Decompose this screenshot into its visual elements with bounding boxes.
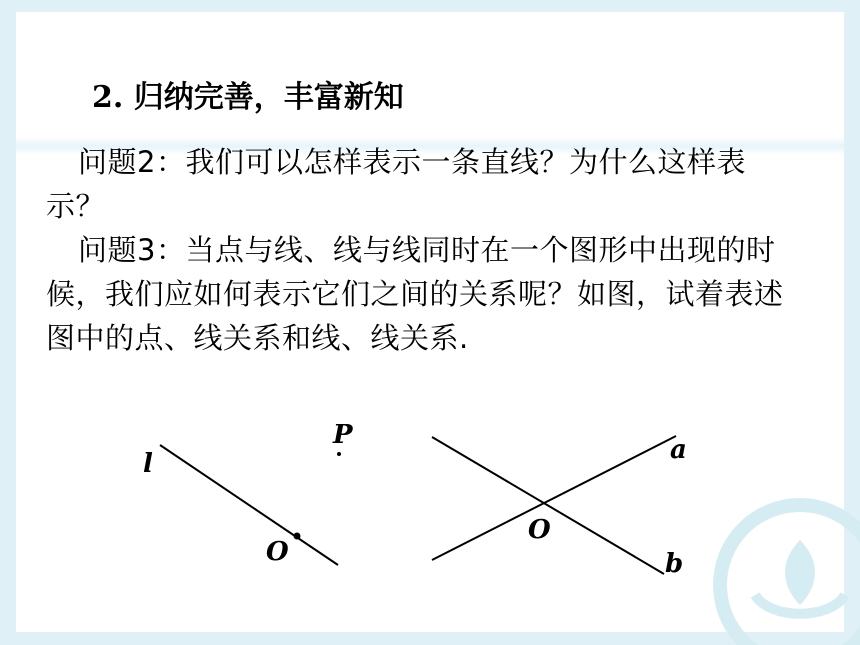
question-3-text: 问题3：当点与线、线与线同时在一个图形中出现的时候，我们应如何表示它们之间的关系呢？如图，试着表述图中的点、线关系和线、线关系. (46, 233, 784, 355)
point-p-label: P (333, 420, 353, 450)
line-a-label: a (670, 435, 687, 465)
figure-right (432, 435, 687, 579)
intersection-o-label: O (528, 515, 551, 545)
line-l (160, 445, 338, 565)
line-b (432, 437, 664, 574)
line-a (432, 436, 676, 560)
point-p-dot (337, 452, 341, 456)
point-o-label: O (266, 537, 289, 567)
line-l-label: l (143, 449, 153, 479)
line-b-label: b (665, 549, 684, 579)
slide-heading: 2. 归纳完善，丰富新知 (92, 80, 404, 115)
point-o-dot (294, 533, 301, 540)
question-2-text: 问题2：我们可以怎样表示一条直线？为什么这样表示？ (46, 145, 746, 223)
figure-left (143, 420, 354, 567)
